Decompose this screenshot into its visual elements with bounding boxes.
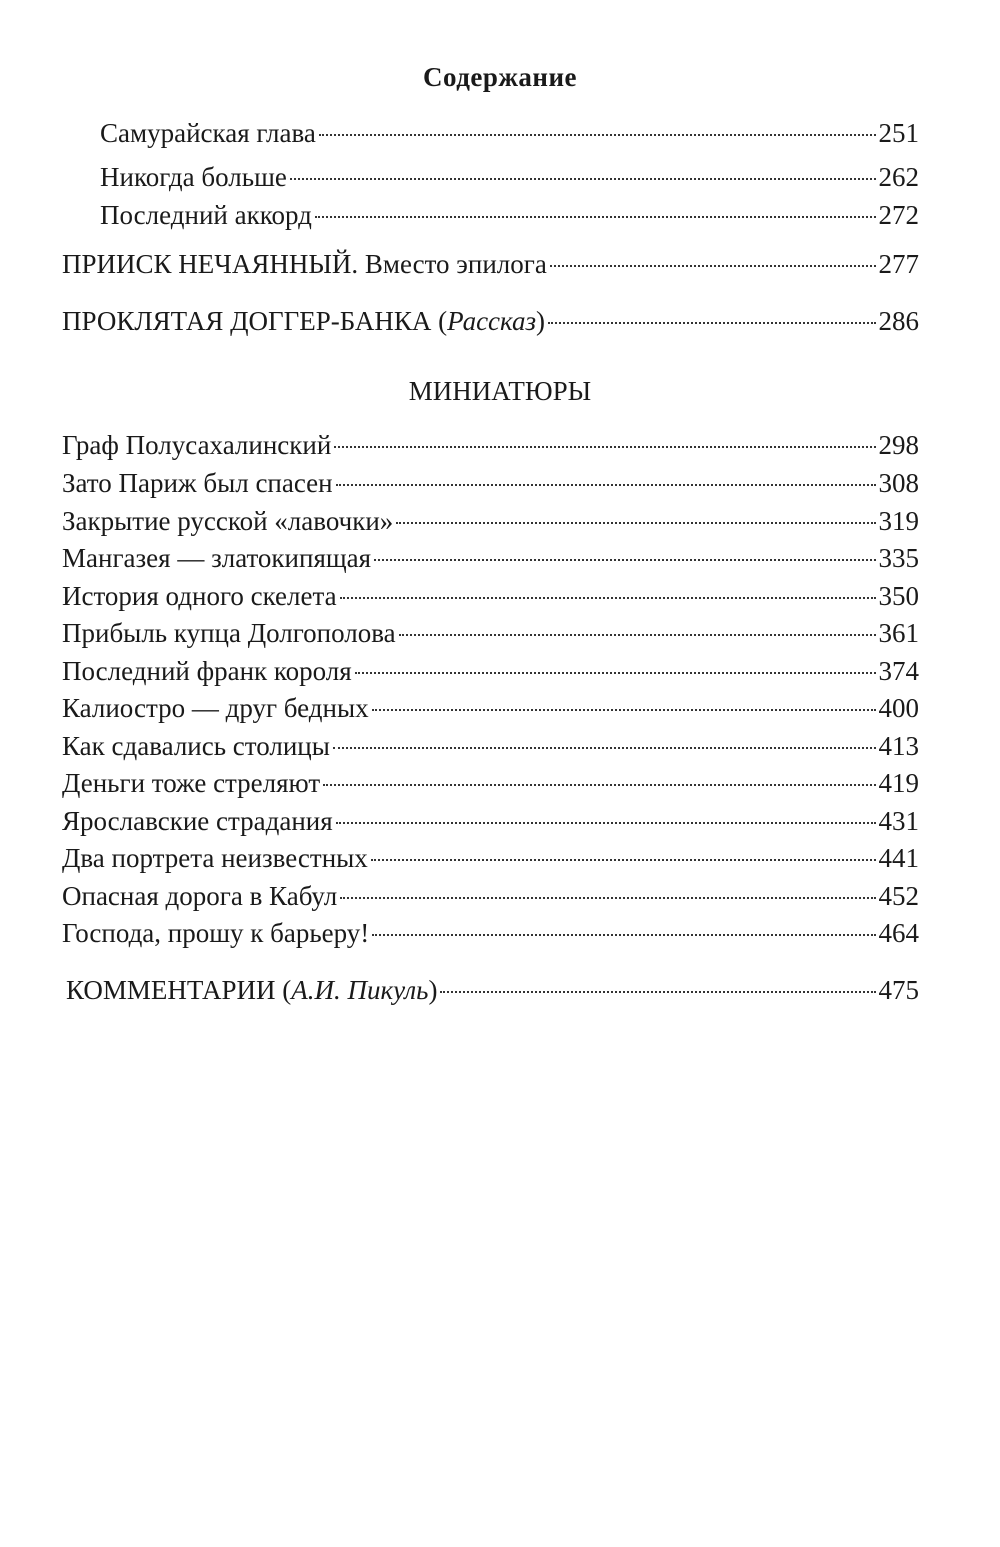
toc-entry-title: Два портрета неизвестных — [62, 843, 368, 873]
dot-leader — [399, 634, 876, 636]
toc-entry-title: Деньги тоже стреляют — [62, 768, 321, 798]
toc-entry-title-italic: Рассказ — [447, 306, 537, 336]
toc-entry-title: Последний франк короля — [62, 656, 352, 686]
toc-entry[interactable] — [62, 466, 919, 500]
toc-entry-page: 262 — [878, 162, 919, 192]
toc-entry[interactable] — [62, 691, 919, 725]
toc-entry-title: Граф Полусахалинский — [62, 430, 332, 460]
toc-entry-page: 298 — [878, 430, 919, 460]
toc-entry[interactable] — [62, 616, 919, 650]
toc-entry-title-main: ПРОКЛЯТАЯ ДОГГЕР-БАНКА ( — [62, 306, 448, 336]
toc-entry-title-italic: А.И. Пикуль — [291, 975, 429, 1005]
toc-entry-title — [66, 973, 437, 1007]
toc-entry-page: 419 — [878, 768, 919, 798]
toc-entry-title-end: ) — [428, 975, 438, 1005]
toc-entry[interactable] — [62, 304, 919, 338]
toc-entry[interactable] — [62, 247, 919, 281]
toc-entry-title: Калиостро — друг бедных — [62, 693, 369, 723]
toc-entry-title: ПРИИСК НЕЧАЯННЫЙ. Вместо эпилога — [62, 249, 547, 279]
dot-leader — [334, 446, 875, 448]
toc-entry-page: 335 — [878, 543, 919, 573]
toc-entry[interactable] — [62, 916, 919, 950]
toc-entry[interactable] — [62, 879, 919, 913]
dot-leader — [333, 747, 876, 749]
dot-leader — [440, 991, 875, 993]
toc-entry-title: Мангазея — златокипящая — [62, 543, 372, 573]
dot-leader — [290, 178, 876, 180]
toc-entry-title: История одного скелета — [62, 581, 337, 611]
toc-entry[interactable] — [62, 804, 919, 838]
dot-leader — [548, 322, 875, 324]
dot-leader — [315, 216, 876, 218]
dot-leader — [374, 559, 875, 561]
toc-entry[interactable] — [62, 504, 919, 538]
toc-entry-page: 464 — [878, 918, 919, 948]
toc-entry[interactable] — [62, 428, 919, 462]
toc-entry-title: Последний аккорд — [100, 200, 312, 230]
toc-entry-page: 308 — [878, 468, 919, 498]
dot-leader — [550, 265, 876, 267]
dot-leader — [396, 522, 875, 524]
toc-entry[interactable] — [62, 654, 919, 688]
toc-entry-title-end: ) — [536, 306, 546, 336]
toc-entry[interactable] — [62, 579, 919, 613]
dot-leader — [336, 484, 876, 486]
dot-leader — [340, 897, 875, 899]
toc-entry-page: 286 — [878, 306, 919, 336]
toc-entry-title: Опасная дорога в Кабул — [62, 881, 338, 911]
toc-entry-page: 277 — [878, 249, 919, 279]
toc-entry-page: 319 — [878, 506, 919, 536]
toc-entry-page: 350 — [878, 581, 919, 611]
toc-entry-title: Ярославские страдания — [62, 806, 333, 836]
dot-leader — [355, 672, 876, 674]
toc-entry[interactable] — [66, 973, 919, 1007]
section-heading: МИНИАТЮРЫ — [408, 376, 592, 406]
toc-entry-page: 452 — [878, 881, 919, 911]
page-title: Содержание — [422, 62, 578, 92]
toc-entry-page: 272 — [878, 200, 919, 230]
toc-entry-title: Никогда больше — [100, 162, 287, 192]
toc-entry-page: 361 — [878, 618, 919, 648]
dot-leader — [319, 134, 876, 136]
dot-leader — [371, 859, 876, 861]
toc-entry-title: Самурайская глава — [100, 118, 316, 148]
toc-entry[interactable] — [62, 729, 919, 763]
toc-entry-title: Господа, прошу к барьеру! — [62, 918, 370, 948]
toc-entry[interactable] — [100, 160, 919, 194]
toc-entry-page: 431 — [878, 806, 919, 836]
toc-entry-page: 400 — [878, 693, 919, 723]
toc-entry[interactable] — [62, 766, 919, 800]
toc-entry-title-main: КОММЕНТАРИИ ( — [66, 975, 292, 1005]
toc-entry-page: 413 — [878, 731, 919, 761]
toc-entry[interactable] — [62, 841, 919, 875]
dot-leader — [372, 934, 875, 936]
toc-entry-page: 441 — [878, 843, 919, 873]
toc-entry-title: Как сдавались столицы — [62, 731, 330, 761]
toc-entry-page: 374 — [878, 656, 919, 686]
toc-entry-title: Закрытие русской «лавочки» — [62, 506, 394, 536]
toc-entry[interactable] — [100, 116, 919, 150]
dot-leader — [372, 709, 876, 711]
dot-leader — [336, 822, 876, 824]
toc-entry-title: Прибыль купца Долгополова — [62, 618, 396, 648]
dot-leader — [340, 597, 876, 599]
toc-entry[interactable] — [100, 198, 919, 232]
dot-leader — [323, 784, 875, 786]
toc-entry-title — [62, 304, 545, 338]
toc-entry-title: Зато Париж был спасен — [62, 468, 333, 498]
toc-entry[interactable] — [62, 541, 919, 575]
toc-entry-page: 475 — [878, 975, 919, 1005]
toc-entry-page: 251 — [878, 118, 919, 148]
